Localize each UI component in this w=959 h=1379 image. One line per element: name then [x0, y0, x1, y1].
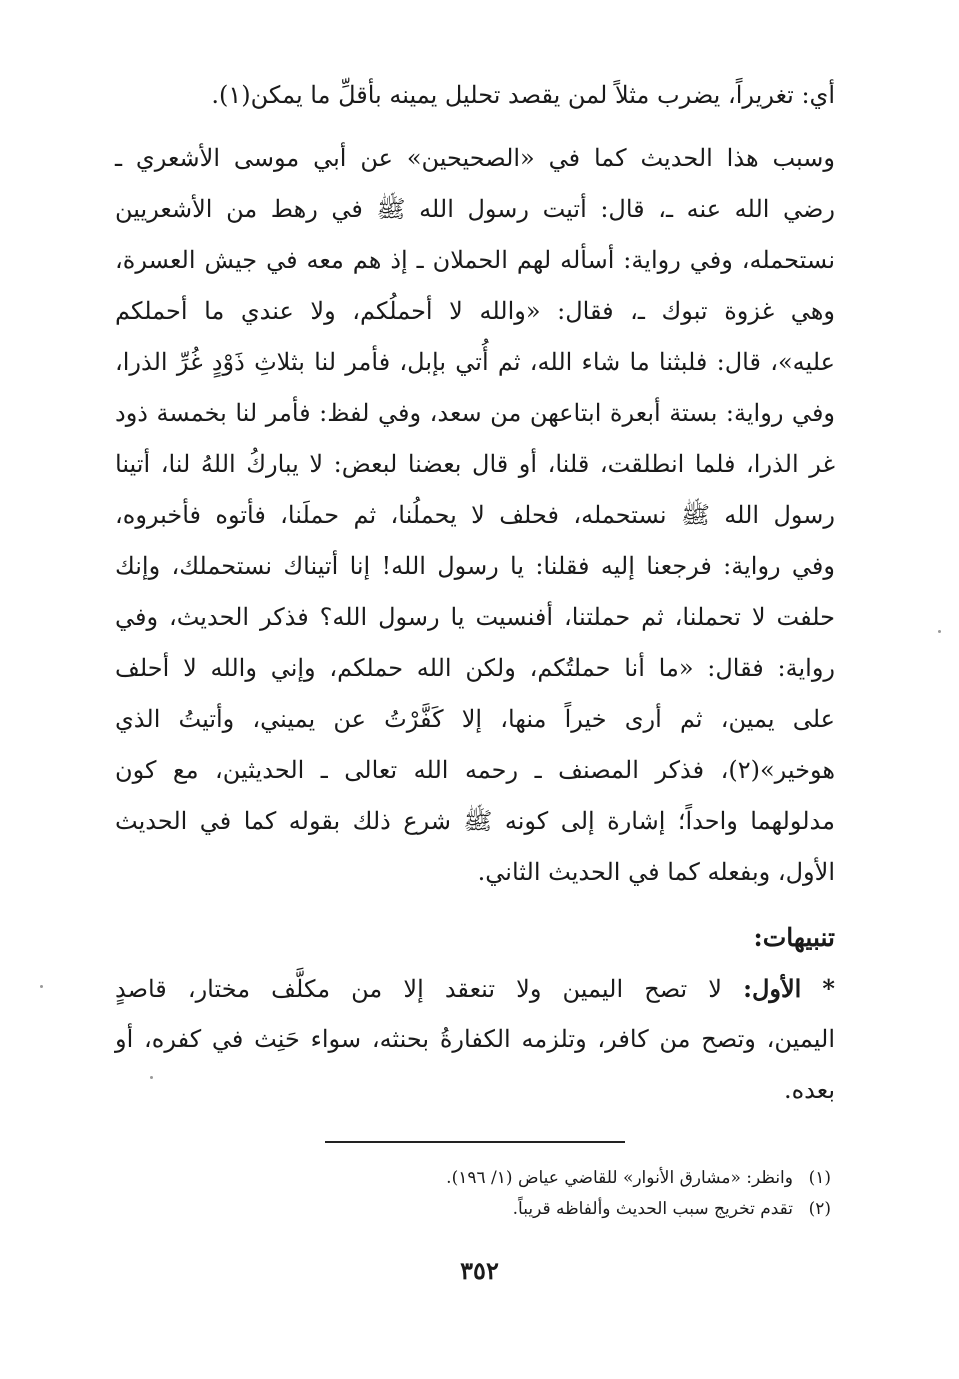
note-first-line — [115, 963, 835, 1014]
paragraph-line: عليه»، قال: فلبثنا ما شاء الله، ثم أُتي بإبل، فأمر لنا بثلاثِ ذَوْدٍ غُرِّ الذرا، — [115, 348, 836, 376]
main-paragraph — [115, 133, 835, 898]
paragraph-line: على يمين، ثم أرى خيراً منها، إلا كَفَّرْتُ عن يميني، وأتيتُ الذي — [115, 705, 835, 733]
footnote-number: (٢) — [808, 1199, 831, 1219]
note-first — [115, 963, 835, 1116]
note-line: اليمين، وتصح من كافر، وتلزمه الكفارةُ بحنثه، سواء حَنِث في كفره، أو — [115, 1025, 835, 1053]
footnote-text: تقدم تخريج سبب الحديث وألفاظه قريباً. — [512, 1199, 793, 1219]
paragraph-line: وهي غزوة تبوك ـ، فقال: «والله لا أحملُكم، ولا عندي ما أحملكم — [115, 297, 835, 325]
paragraph-line: مدلولهما واحداً؛ إشارة إلى كونه ﷺ شرع ذلك بقوله كما في الحديث — [115, 807, 835, 835]
page-body — [115, 70, 835, 1225]
paragraph-line: هوخير»(٢)، فذكر المصنف ـ رحمه الله تعالى ـ الحديثين، مع كون — [115, 756, 835, 784]
paragraph-line: وسبب هذا الحديث كما في «الصحيحين» عن أبي موسى الأشعري ـ — [115, 144, 835, 172]
paragraph-line: غر الذرا، فلما انطلقت، قلنا، أو قال بعضنا لبعض: لا يباركُ اللهُ لنا، أتينا — [115, 450, 835, 478]
paragraph-line: رواية: فقال: «ما أنا حملتُكم، ولكن الله حملكم، وإني والله لا أحلف — [115, 654, 835, 682]
paragraph-line: نستحمله، وفي رواية: أسأله لهم الحملان ـ إذ هم معه في جيش العسرة، — [115, 246, 835, 274]
footnote-separator — [325, 1141, 625, 1143]
paragraph-line: وفي رواية: بستة أبعرة ابتاعهن من سعد، وفي لفظ: فأمر لنا بخمسة ذود — [115, 399, 835, 427]
paper-speck — [40, 985, 43, 988]
paragraph-line: وفي رواية: فرجعنا إليه فقلنا: يا رسول الله! إنا أتيناك نستحملك، وإنك — [115, 552, 835, 580]
paragraph-line: حلفت لا تحملنا، ثم حملتنا، أفنسيت يا رسول الله؟ فذكر الحديث، وفي — [115, 603, 835, 631]
note-text: لا تصح اليمين ولا تنعقد إلا من مكلَّف مختار، قاصدٍ — [115, 975, 722, 1003]
paper-speck — [150, 1076, 153, 1079]
section-heading: تنبيهات: — [753, 923, 835, 952]
footnote-number: (١) — [808, 1168, 831, 1188]
note-bullet: * — [822, 974, 835, 1003]
paragraph-line: رسول الله ﷺ نستحمله، فحلف لا يحملُنا، ثم حملَنا، فأتوه فأخبروه، — [115, 501, 835, 529]
note-label: الأول: — [743, 974, 802, 1003]
intro-line: أي: تغريراً، يضرب مثلاً لمن يقصد تحليل يمينه بأقلِّ ما يمكن(١). — [211, 81, 835, 109]
note-line: بعده. — [783, 1076, 835, 1104]
paragraph-line: رضي الله عنه ـ، قال: أتيت رسول الله ﷺ في رهط من الأشعريين — [115, 195, 835, 223]
footnote-item — [115, 1163, 835, 1194]
footnote-text: وانظر: «مشارق الأنوار» للقاضي عياض (١/ ١٩٦). — [446, 1168, 793, 1188]
paragraph-line: الأول، وبفعله كما في الحديث الثاني. — [477, 858, 835, 886]
page-number: ٣٥٢ — [460, 1256, 499, 1285]
footnote-item — [115, 1194, 835, 1225]
paper-speck — [938, 630, 941, 633]
footnotes — [115, 1163, 835, 1225]
